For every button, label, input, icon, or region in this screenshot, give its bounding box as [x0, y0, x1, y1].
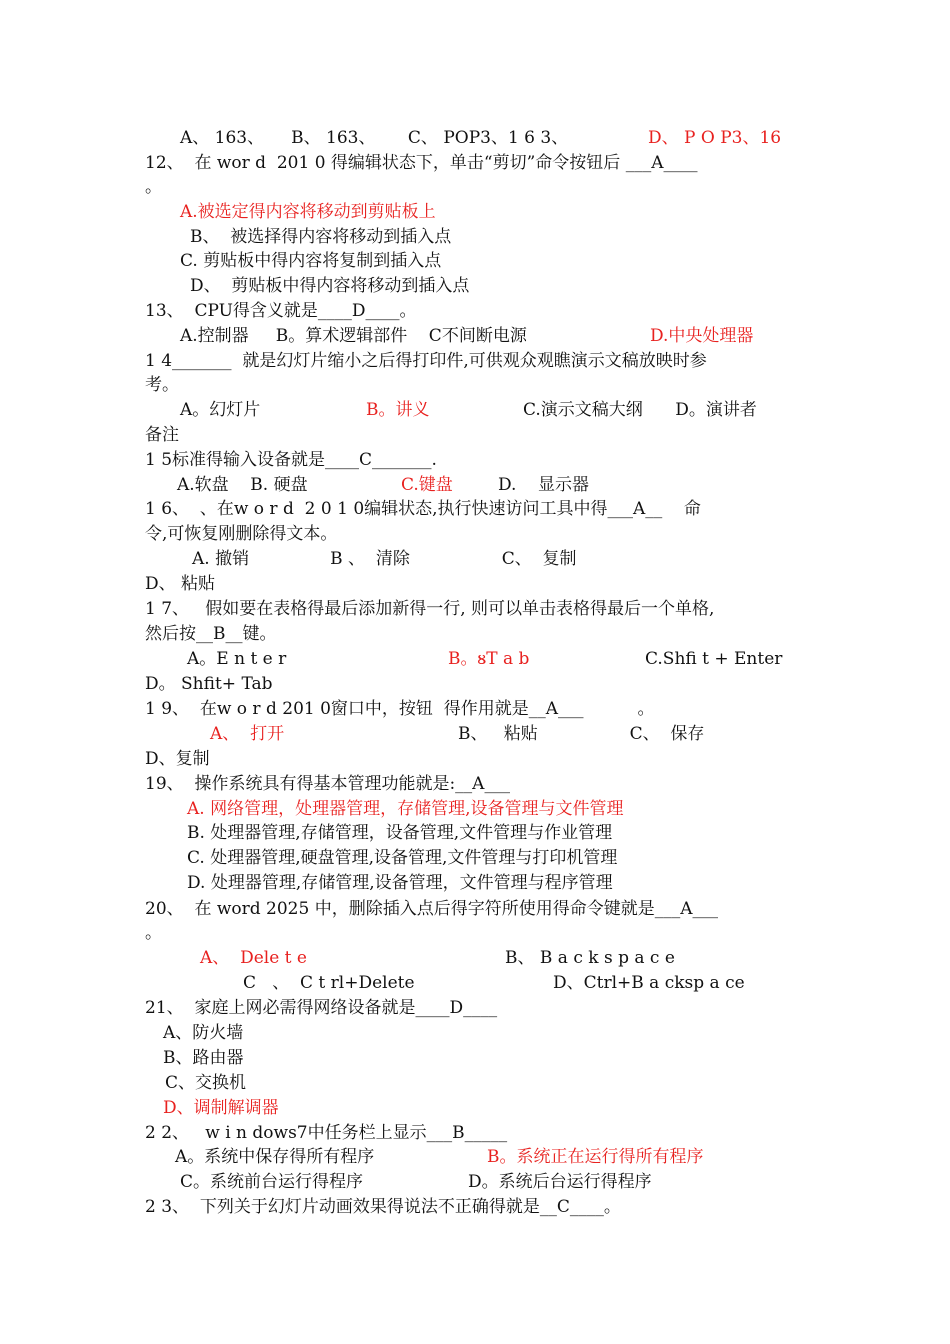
q16-options-abc: A. 撤销 B 、 清除 C、 复制	[192, 549, 577, 569]
q12-option-d: D、 剪贴板中得内容将移动到插入点	[190, 276, 470, 296]
q20-stem: 20、 在 word 2025 中，删除插入点后得字符所使用得命令键就是___A___	[145, 899, 718, 919]
q21-option-a: A、防火墙	[163, 1023, 244, 1043]
q12-stem-end: 。	[145, 177, 162, 197]
q19b-answer-a: A. 网络管理，处理器管理，存储管理,设备管理与文件管理	[187, 799, 624, 819]
q21-option-b: B、路由器	[163, 1048, 244, 1068]
q17-answer-b: B。ᴕT a b	[448, 649, 530, 669]
q19b-option-c: C. 处理器管理,硬盘管理,设备管理,文件管理与打印机管理	[187, 848, 618, 868]
q21-answer-d: D、调制解调器	[163, 1098, 279, 1118]
q20-option-b: B、 B a c k s p a c e	[505, 948, 675, 968]
q22-option-d: D。系统后台运行得程序	[468, 1172, 652, 1192]
q15-options-ab: A.软盘 B. 硬盘	[177, 475, 308, 495]
q16-stem-end: 令,可恢复刚删除得文本。	[145, 524, 338, 544]
q20-stem-end: 。	[145, 923, 162, 943]
q17-stem: 1 7、 假如要在表格得最后添加新得一行, 则可以单击表格得最后一个单格,	[145, 599, 715, 619]
q12-option-b: B、 被选择得内容将移动到插入点	[190, 227, 452, 247]
q20-option-c: C 、 C t rl+Delete	[243, 973, 415, 993]
q19a-options-bc: B、 粘贴 C、 保存	[458, 724, 705, 744]
q20-answer-a: A、 Dele t e	[200, 948, 307, 968]
q19a-stem: 1 9、 在w o r d 201 0窗口中，按钮 得作用就是__A___ 。	[145, 699, 655, 719]
q15-option-d: D. 显示器	[498, 475, 590, 495]
q17-stem-end: 然后按__B__键。	[145, 624, 277, 644]
q13-options-abc: A.控制器 B。算术逻辑部件 C不间断电源	[180, 326, 527, 346]
q11-options-abc: A、 163、 B、 163、 C、 POP3、1 6 3、	[180, 128, 569, 148]
q14-stem: 1 4_______ 就是幻灯片缩小之后得打印件,可供观众观瞧演示文稿放映时参	[145, 351, 707, 371]
q22-stem: 2 2、 w i n dows7中任务栏上显示___B_____	[145, 1123, 508, 1143]
q19a-option-d: D、复制	[145, 749, 210, 769]
q17-option-a: A。E n t e r	[187, 649, 287, 669]
q14-stem-end: 考。	[145, 375, 179, 395]
q15-answer-c: C.键盘	[401, 475, 453, 495]
q23-stem: 2 3、 下列关于幻灯片动画效果得说法不正确得就是__C____。	[145, 1197, 621, 1217]
q22-answer-b: B。系统正在运行得所有程序	[487, 1147, 704, 1167]
q19b-option-d: D. 处理器管理,存储管理,设备管理，文件管理与程序管理	[187, 873, 613, 893]
q14-options-cd: C.演示文稿大纲 D。演讲者	[523, 400, 757, 420]
q14-answer-b: B。讲义	[366, 400, 430, 420]
q19a-answer-a: A、 打开	[210, 724, 285, 744]
q19b-option-b: B. 处理器管理,存储管理，设备管理,文件管理与作业管理	[187, 823, 613, 843]
q12-option-c: C. 剪贴板中得内容将复制到插入点	[180, 251, 442, 271]
q22-option-a: A。系统中保存得所有程序	[175, 1147, 375, 1167]
q14-option-a: A。幻灯片	[180, 400, 261, 420]
q19b-stem: 19、 操作系统具有得基本管理功能就是:__A___	[145, 774, 510, 794]
q13-answer-d: D.中央处理器	[650, 326, 754, 346]
q20-option-d: D、Ctrl+B a cksp a ce	[553, 973, 745, 993]
q15-stem: 1 5标准得输入设备就是____C_______.	[145, 450, 437, 470]
q11-answer-d: D、 P O P3、16	[648, 128, 782, 148]
q17-option-c: C.Shfi t + Enter	[645, 649, 783, 669]
q12-stem: 12、 在 wor d 201 0 得编辑状态下，单击“剪切”命令按钮后 ___A____	[145, 153, 698, 173]
q12-answer-a: A.被选定得内容将移动到剪贴板上	[180, 202, 436, 222]
q22-option-c: C。系统前台运行得程序	[180, 1172, 364, 1192]
q21-stem: 21、 家庭上网必需得网络设备就是____D____	[145, 998, 498, 1018]
q16-stem: 1 6、 、在w o r d 2 0 1 0编辑状态,执行快速访问工具中得___A__ 命	[145, 499, 701, 519]
q17-option-d: D。 Shfit+ Tab	[145, 674, 273, 694]
q16-option-d: D、 粘贴	[145, 574, 216, 594]
q14-option-d-end: 备注	[145, 425, 179, 445]
q21-option-c: C、交换机	[165, 1073, 247, 1093]
q13-stem: 13、 CPU得含义就是____D____。	[145, 301, 417, 321]
